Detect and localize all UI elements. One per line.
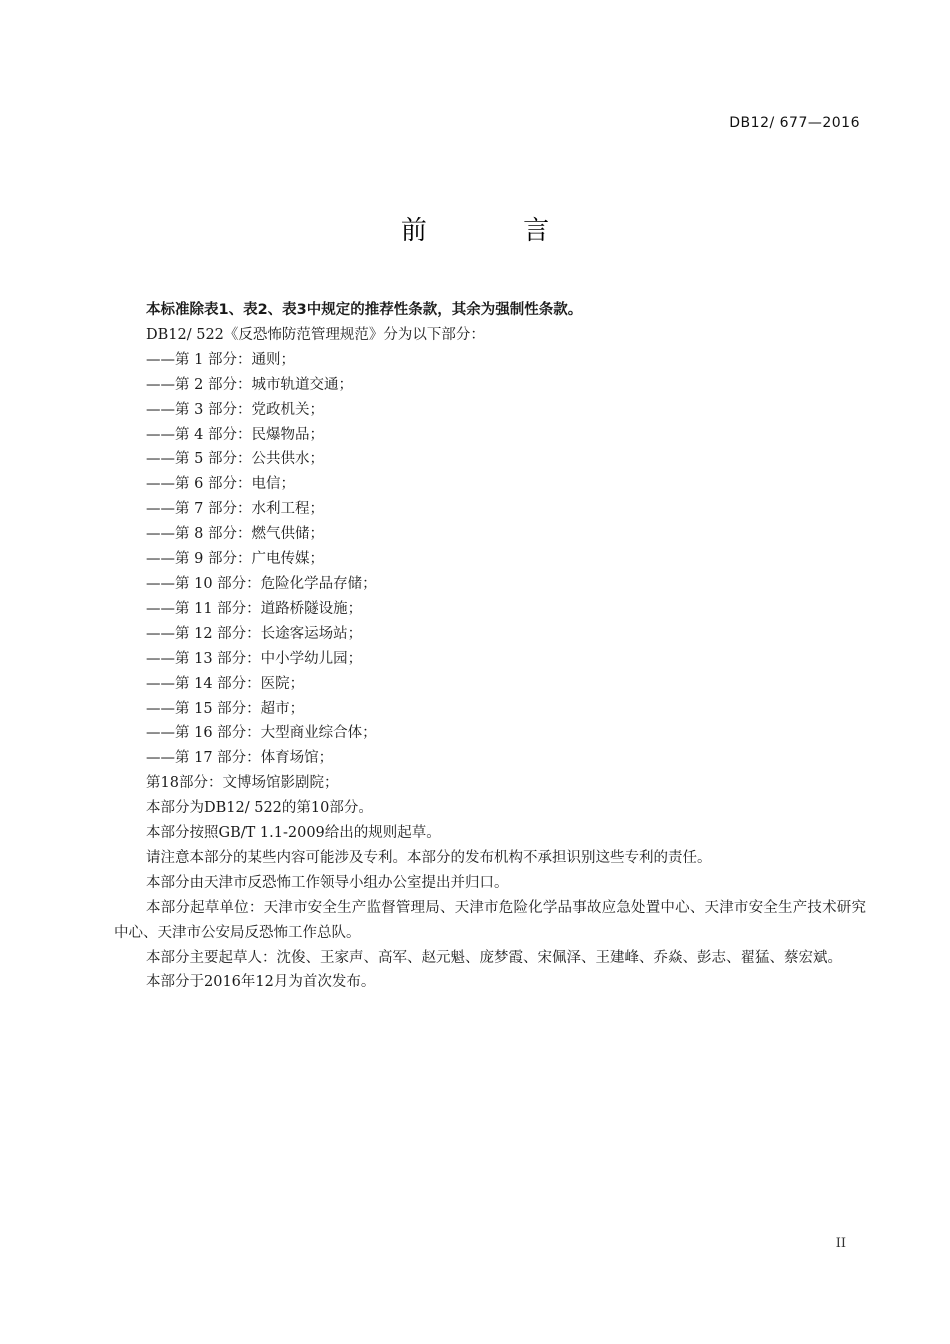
page-title: 前 言 (400, 216, 594, 246)
paragraph-part-number: 本部分为DB12/ 522的第10部分。 (146, 800, 373, 817)
list-item: ——第 3 部分：党政机关； (146, 401, 324, 418)
list-item: ——第 6 部分：电信； (146, 476, 295, 493)
list-item: ——第 13 部分：中小学幼儿园； (146, 650, 363, 667)
mandatory-statement: 本标准除表1、表2、表3中规定的推荐性条款，其余为强制性条款。 (146, 302, 583, 318)
paragraph-drafting-units: 本部分起草单位：天津市安全生产监督管理局、天津市危险化学品事故应急处置中心、天津市安全生产技术研究中心、天津市公安局反恐怖工作总队。 (114, 899, 866, 941)
list-item: ——第 10 部分：危险化学品存储； (146, 575, 377, 592)
foreword-body (114, 298, 866, 995)
list-item: ——第 15 部分：超市； (146, 700, 305, 717)
parts-list (114, 348, 866, 796)
list-item: ——第 1 部分：通则； (146, 351, 295, 368)
paragraph-drafting-rules: 本部分按照GB/T 1.1-2009给出的规则起草。 (146, 825, 441, 842)
intro-line: DB12/ 522《反恐怖防范管理规范》分为以下部分： (146, 326, 485, 343)
list-item: ——第 2 部分：城市轨道交通； (146, 376, 353, 393)
list-item: ——第 9 部分：广电传媒； (146, 551, 324, 568)
paragraph-patent-notice: 请注意本部分的某些内容可能涉及专利。本部分的发布机构不承担识别这些专利的责任。 (146, 849, 712, 866)
list-item: ——第 17 部分：体育场馆； (146, 750, 334, 767)
list-item: 第18部分：文博场馆影剧院； (146, 775, 339, 792)
list-item: ——第 16 部分：大型商业综合体； (146, 725, 377, 742)
paragraph-drafters: 本部分主要起草人：沈俊、王家声、高军、赵元魁、庞梦霞、宋佩泽、王建峰、乔焱、彭志、翟猛、蔡宏斌。 (146, 949, 842, 966)
list-item: ——第 14 部分：医院； (146, 675, 305, 692)
list-item: ——第 8 部分：燃气供储； (146, 526, 324, 543)
paragraph-first-release: 本部分于2016年12月为首次发布。 (146, 974, 376, 991)
list-item: ——第 7 部分：水利工程； (146, 501, 324, 518)
paragraph-proposer: 本部分由天津市反恐怖工作领导小组办公室提出并归口。 (146, 874, 509, 891)
list-item: ——第 12 部分：长途客运场站； (146, 625, 363, 642)
list-item: ——第 11 部分：道路桥隧设施； (146, 600, 363, 617)
list-item: ——第 5 部分：公共供水； (146, 451, 324, 468)
page-number: II (835, 1236, 846, 1251)
list-item: ——第 4 部分：民爆物品； (146, 426, 324, 443)
document-number: DB12/ 677—2016 (729, 115, 860, 131)
